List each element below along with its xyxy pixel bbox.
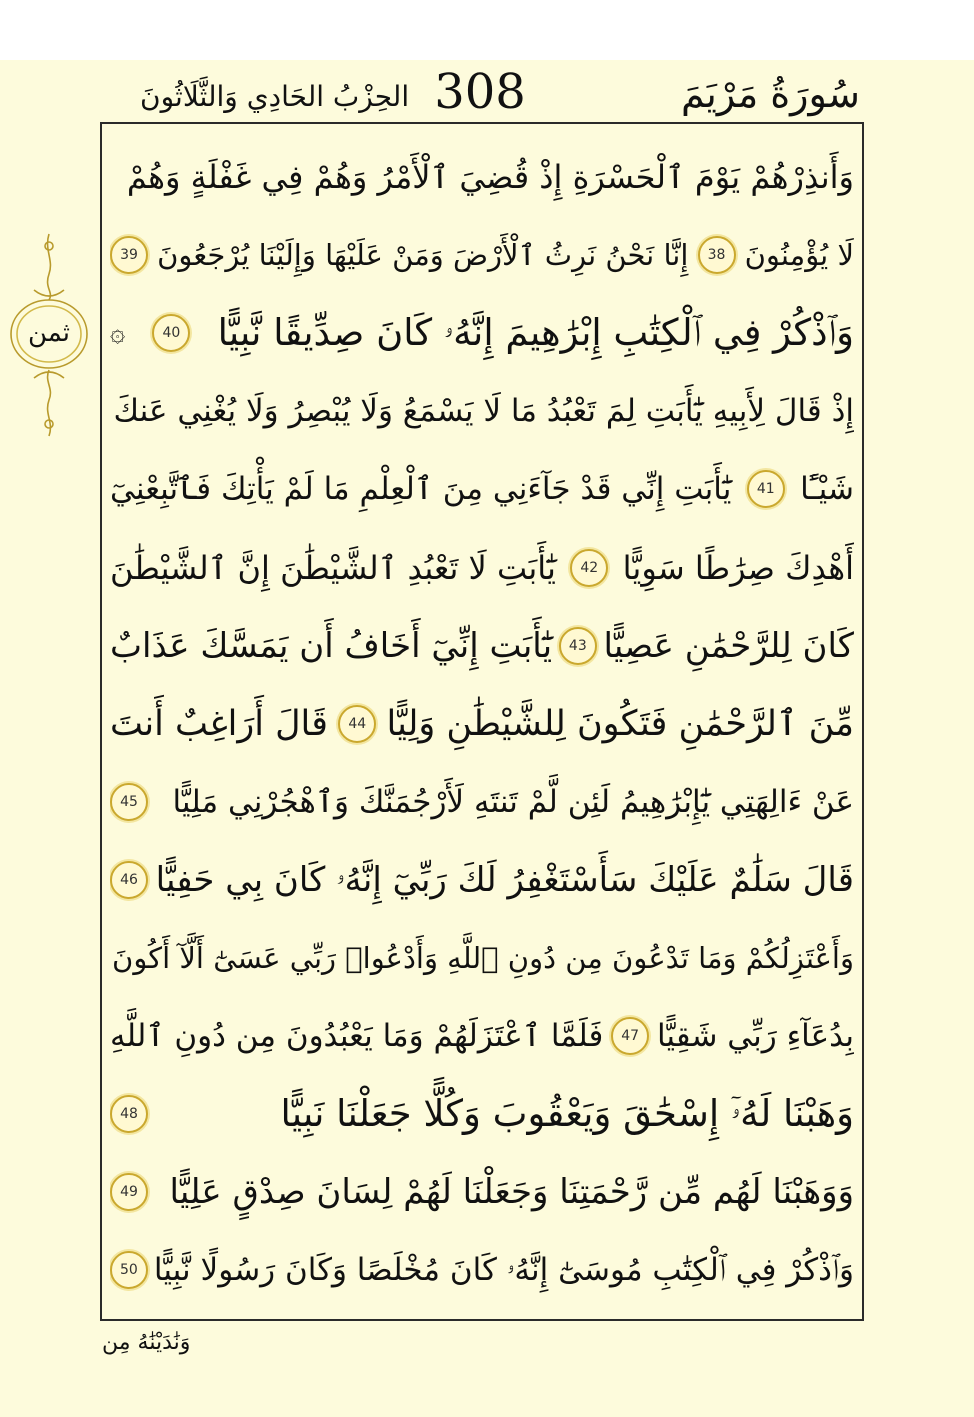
rub-el-hizb-icon: ۞ xyxy=(110,318,126,349)
ayah-number-marker: 46 xyxy=(110,861,148,899)
ayah-number-marker: 44 xyxy=(338,705,376,743)
verse-text: يَٰٓأَبَتِ لَا تَعْبُدِ ٱلشَّيْطَٰنَ إِنَّ ٱلشَّيْطَٰنَ xyxy=(110,548,556,587)
verse-lines xyxy=(110,138,854,1309)
verse-line xyxy=(110,294,854,372)
ayah-number-marker: 41 xyxy=(747,470,785,508)
verse-line xyxy=(110,841,854,919)
verse-line xyxy=(110,1075,854,1153)
verse-text: قَالَ سَلَٰمٌ عَلَيْكَ سَأَسْتَغْفِرُ لَكَ رَبِّيٓ إِنَّهُۥ كَانَ بِي حَفِيًّا xyxy=(155,859,854,900)
hizb-quarter-marker xyxy=(4,230,94,440)
verse-text: وَٱذْكُرْ فِي ٱلْكِتَٰبِ إِبْرَٰهِيمَ إِنَّهُۥ كَانَ صِدِّيقًا نَّبِيًّا xyxy=(217,311,854,355)
verse-text: أَهْدِكَ صِرَٰطًا سَوِيًّا xyxy=(622,548,854,587)
verse-text: لَا يُؤْمِنُونَ xyxy=(744,238,854,273)
verse-line xyxy=(110,450,854,528)
catchword: وَنَٰدَيْنَٰهُ مِن xyxy=(102,1330,191,1355)
verse-line xyxy=(110,372,854,450)
verse-text: فَلَمَّا ٱعْتَزَلَهُمْ وَمَا يَعْبُدُونَ مِن دُونِ ٱللَّهِ xyxy=(110,1018,604,1055)
hizb-label: الحِزْبُ الحَادِي وَالثَّلَاثُونَ xyxy=(140,80,410,113)
ayah-number-marker: 48 xyxy=(110,1095,148,1133)
verse-text: إِذْ قَالَ لِأَبِيهِ يَٰٓأَبَتِ لِمَ تَعْبُدُ مَا لَا يَسْمَعُ وَلَا يُبْصِرُ وَلَا يُغْنِي عَنكَ xyxy=(113,393,854,430)
verse-text: وَأَعْتَزِلُكُمْ وَمَا تَدْعُونَ مِن دُونِ ٱللَّهِ وَأَدْعُوا۟ رَبِّي عَسَىٰٓ أَلَّآ أَكُونَ xyxy=(112,940,854,975)
verse-text: عَنْ ءَالِهَتِي يَٰٓإِبْرَٰهِيمُ لَئِن لَّمْ تَنتَهِ لَأَرْجُمَنَّكَ وَٱهْجُرْنِي مَلِيًّا xyxy=(172,783,854,820)
verse-text: يَٰٓأَبَتِ إِنِّي قَدْ جَآءَنِي مِنَ ٱلْعِلْمِ مَا لَمْ يَأْتِكَ فَٱتَّبِعْنِيٓ xyxy=(110,471,732,508)
verse-text: إِنَّا نَحْنُ نَرِثُ ٱلْأَرْضَ وَمَنْ عَلَيْهَا وَإِلَيْنَا يُرْجَعُونَ xyxy=(157,238,689,273)
ayah-number-marker: 50 xyxy=(110,1251,148,1289)
ayah-number-marker: 43 xyxy=(559,627,597,665)
verse-line xyxy=(110,997,854,1075)
verse-line xyxy=(110,919,854,997)
verse-text: شَيْـًٔا xyxy=(800,471,854,508)
verse-text: كَانَ لِلرَّحْمَٰنِ عَصِيًّا xyxy=(603,625,854,666)
verse-line xyxy=(110,607,854,685)
verse-text: قَالَ أَرَاغِبٌ أَنتَ xyxy=(110,703,328,744)
ayah-number-marker: 45 xyxy=(110,783,148,821)
verse-text: بِدُعَآءِ رَبِّي شَقِيًّا xyxy=(656,1018,854,1055)
ayah-number-marker: 42 xyxy=(570,549,608,587)
ayah-number-marker: 40 xyxy=(152,314,190,352)
verse-line xyxy=(110,763,854,841)
ayah-number-marker: 39 xyxy=(110,236,148,274)
ayah-number-marker: 38 xyxy=(698,236,736,274)
verse-text: يَٰٓأَبَتِ إِنِّيٓ أَخَافُ أَن يَمَسَّكَ عَذَابٌ xyxy=(110,625,553,666)
page-header xyxy=(100,64,860,122)
ayah-number-marker: 49 xyxy=(110,1173,148,1211)
verse-text: وَوَهَبْنَا لَهُم مِّن رَّحْمَتِنَا وَجَعَلْنَا لَهُمْ لِسَانَ صِدْقٍ عَلِيًّا xyxy=(169,1172,854,1213)
verse-line xyxy=(110,1231,854,1309)
verse-line xyxy=(110,1153,854,1231)
verse-text: وَأَنذِرْهُمْ يَوْمَ ٱلْحَسْرَةِ إِذْ قُضِيَ ٱلْأَمْرُ وَهُمْ فِي غَفْلَةٍ وَهُمْ xyxy=(126,158,854,197)
surah-name: سُورَةُ مَرْيَمَ xyxy=(681,72,860,116)
verse-line xyxy=(110,528,854,606)
verse-line xyxy=(110,685,854,763)
ayah-number-marker: 47 xyxy=(611,1017,649,1055)
margin-label: ثمن xyxy=(27,318,71,348)
page-number: 308 xyxy=(434,64,526,120)
verse-text: مِّنَ ٱلرَّحْمَٰنِ فَتَكُونَ لِلشَّيْطَٰنِ وَلِيًّا xyxy=(386,703,854,744)
text-frame xyxy=(100,122,864,1321)
verse-text: وَهَبْنَا لَهُۥٓ إِسْحَٰقَ وَيَعْقُوبَ وَكُلًّا جَعَلْنَا نَبِيًّا xyxy=(280,1092,854,1136)
verse-text: وَٱذْكُرْ فِي ٱلْكِتَٰبِ مُوسَىٰٓ إِنَّهُۥ كَانَ مُخْلَصًا وَكَانَ رَسُولًا نَّبِيًّا xyxy=(153,1251,854,1288)
verse-line xyxy=(110,216,854,294)
verse-line xyxy=(110,138,854,216)
